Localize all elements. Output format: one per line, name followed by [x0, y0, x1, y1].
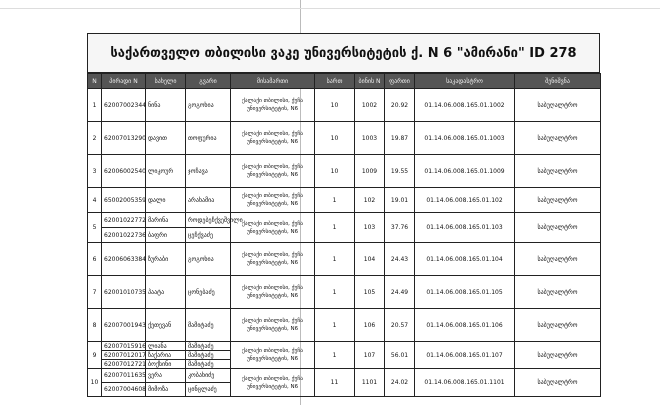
- address: ქალაქი თბილისი, ქუჩა უნივერსიტეტის, N6: [231, 89, 315, 122]
- header-apartment: ბინის N: [355, 74, 385, 89]
- header-personal-id: პირადი N: [102, 74, 146, 89]
- last-name: ცეჩქვაძე: [186, 228, 231, 243]
- personal-id: 62007002344: [102, 89, 146, 122]
- address: ქალაქი თბილისი, ქუჩა უნივერსიტეტის, N6: [231, 309, 315, 342]
- table-row: [88, 213, 601, 228]
- personal-id: 62007013290: [102, 122, 146, 155]
- last-name: გოგოხია: [186, 89, 231, 122]
- table-row: [88, 309, 601, 342]
- area: 24.43: [385, 243, 415, 276]
- apartment-number: 103: [355, 213, 385, 243]
- personal-id: 62001022772: [102, 213, 146, 228]
- table-row: [88, 188, 601, 213]
- row-number: 6: [88, 243, 102, 276]
- note: საბუღალტრო: [515, 369, 601, 397]
- table-row: [88, 369, 601, 383]
- row-number: 7: [88, 276, 102, 309]
- floor: 1: [315, 213, 355, 243]
- cadastral-code: 01.14.06.008.165.01.105: [415, 276, 515, 309]
- last-name: არახამია: [186, 188, 231, 213]
- last-name: გოგოხია: [186, 243, 231, 276]
- last-name: ჯოჩავა: [186, 155, 231, 188]
- first-name: ზურაბი: [146, 243, 186, 276]
- first-name: ნინა: [146, 89, 186, 122]
- apartment-number: 1002: [355, 89, 385, 122]
- first-name: ქეთევან: [146, 309, 186, 342]
- address: ქალაქი თბილისი, ქუჩა უნივერსიტეტის, N6: [231, 155, 315, 188]
- cadastral-code: 01.14.06.008.165.01.106: [415, 309, 515, 342]
- personal-id: 62007015916: [102, 342, 146, 351]
- personal-id: 62006002540: [102, 155, 146, 188]
- note: საბუღალტრო: [515, 276, 601, 309]
- table-row: [88, 342, 601, 351]
- first-name: მიმოზა: [146, 383, 186, 397]
- floor: 1: [315, 309, 355, 342]
- personal-id: 62001010735: [102, 276, 146, 309]
- first-name: დავით: [146, 122, 186, 155]
- last-name: მამიტაძე: [186, 309, 231, 342]
- last-name: კობახიძე: [186, 369, 231, 383]
- address: ქალაქი თბილისი, ქუჩა უნივერსიტეტის, N6: [231, 276, 315, 309]
- first-name: ბაფრი: [146, 228, 186, 243]
- apartment-number: 1009: [355, 155, 385, 188]
- table-row: [88, 276, 601, 309]
- header-last-name: გვარი: [186, 74, 231, 89]
- personal-id: 62007012721: [102, 360, 146, 369]
- row-number: 1: [88, 89, 102, 122]
- note: საბუღალტრო: [515, 122, 601, 155]
- area: 24.49: [385, 276, 415, 309]
- first-name: პაატა: [146, 276, 186, 309]
- row-number: 8: [88, 309, 102, 342]
- last-name: ცონებაძე: [186, 276, 231, 309]
- cadastral-code: 01.14.06.008.165.01.103: [415, 213, 515, 243]
- cadastral-code: 01.14.06.008.165.01.1101: [415, 369, 515, 397]
- address: ქალაქი თბილისი, ქუჩა უნივერსიტეტის, N6: [231, 122, 315, 155]
- apartment-number: 1003: [355, 122, 385, 155]
- header-floor: სართ: [315, 74, 355, 89]
- row-number: 2: [88, 122, 102, 155]
- row-number: 5: [88, 213, 102, 243]
- cadastral-code: 01.14.06.008.165.01.102: [415, 188, 515, 213]
- last-name: მამიტაძე: [186, 360, 231, 369]
- table-header-row: [88, 74, 601, 89]
- personal-id: 62006063384: [102, 243, 146, 276]
- apartment-number: 107: [355, 342, 385, 369]
- address: ქალაქი თბილისი, ქუჩა უნივერსიტეტის, N6: [231, 213, 315, 243]
- floor: 1: [315, 342, 355, 369]
- cadastral-code: 01.14.06.008.165.01.1009: [415, 155, 515, 188]
- note: საბუღალტრო: [515, 155, 601, 188]
- personal-id: 62001022736: [102, 228, 146, 243]
- note: საბუღალტრო: [515, 213, 601, 243]
- apartment-number: 102: [355, 188, 385, 213]
- address: ქალაქი თბილისი, ქუჩა უნივერსიტეტის, N6: [231, 369, 315, 397]
- header-address: მისამართი: [231, 74, 315, 89]
- note: საბუღალტრო: [515, 89, 601, 122]
- row-number: 4: [88, 188, 102, 213]
- floor: 10: [315, 89, 355, 122]
- note: საბუღალტრო: [515, 243, 601, 276]
- header-n: N: [88, 74, 102, 89]
- registry-table: [87, 73, 601, 397]
- row-number: 3: [88, 155, 102, 188]
- address: ქალაქი თბილისი, ქუჩა უნივერსიტეტის, N6: [231, 243, 315, 276]
- area: 19.87: [385, 122, 415, 155]
- floor: 11: [315, 369, 355, 397]
- apartment-number: 104: [355, 243, 385, 276]
- row-number: 9: [88, 342, 102, 369]
- last-name: ცინცლაძე: [186, 383, 231, 397]
- last-name: მამიტაძე: [186, 351, 231, 360]
- apartment-number: 106: [355, 309, 385, 342]
- area: 20.92: [385, 89, 415, 122]
- table-row: [88, 155, 601, 188]
- last-name: როდებეჩქვეშვილი: [186, 213, 231, 228]
- header-area: ფართი: [385, 74, 415, 89]
- floor: 10: [315, 155, 355, 188]
- first-name: მარინა: [146, 213, 186, 228]
- first-name: ლიანა: [146, 342, 186, 351]
- floor: 10: [315, 122, 355, 155]
- row-number: 10: [88, 369, 102, 397]
- area: 20.57: [385, 309, 415, 342]
- cadastral-code: 01.14.06.008.165.01.1002: [415, 89, 515, 122]
- personal-id: 62007004608: [102, 383, 146, 397]
- note: საბუღალტრო: [515, 342, 601, 369]
- table-row: [88, 89, 601, 122]
- floor: 1: [315, 243, 355, 276]
- address: ქალაქი თბილისი, ქუჩა უნივერსიტეტის, N6: [231, 342, 315, 369]
- area: 56.01: [385, 342, 415, 369]
- cadastral-code: 01.14.06.008.165.01.104: [415, 243, 515, 276]
- table-row: [88, 122, 601, 155]
- first-name: ლიკოურ: [146, 155, 186, 188]
- floor: 1: [315, 188, 355, 213]
- personal-id: 62007001943: [102, 309, 146, 342]
- apartment-number: 1101: [355, 369, 385, 397]
- first-name: დალი: [146, 188, 186, 213]
- note: საბუღალტრო: [515, 309, 601, 342]
- last-name: თოფურია: [186, 122, 231, 155]
- fold-line: [0, 8, 660, 9]
- first-name: ვერა: [146, 369, 186, 383]
- floor: 1: [315, 276, 355, 309]
- personal-id: 65002005359: [102, 188, 146, 213]
- area: 19.01: [385, 188, 415, 213]
- note: საბუღალტრო: [515, 188, 601, 213]
- apartment-number: 105: [355, 276, 385, 309]
- document-title: საქართველო თბილისი ვაკე უნივერსიტეტის ქ. N 6 "ამირანი" ID 278: [87, 33, 600, 73]
- address: ქალაქი თბილისი, ქუჩა უნივერსიტეტის, N6: [231, 188, 315, 213]
- table-row: [88, 243, 601, 276]
- first-name: ბოქსინი: [146, 360, 186, 369]
- last-name: მამიტაძე: [186, 342, 231, 351]
- header-cadastral: საკადასტრო: [415, 74, 515, 89]
- cadastral-code: 01.14.06.008.165.01.1003: [415, 122, 515, 155]
- area: 37.76: [385, 213, 415, 243]
- area: 19.55: [385, 155, 415, 188]
- first-name: ზაქარია: [146, 351, 186, 360]
- personal-id: 62007012017: [102, 351, 146, 360]
- area: 24.02: [385, 369, 415, 397]
- personal-id: 62007011635: [102, 369, 146, 383]
- header-first-name: სახელი: [146, 74, 186, 89]
- header-note: შენიშვნა: [515, 74, 601, 89]
- cadastral-code: 01.14.06.008.165.01.107: [415, 342, 515, 369]
